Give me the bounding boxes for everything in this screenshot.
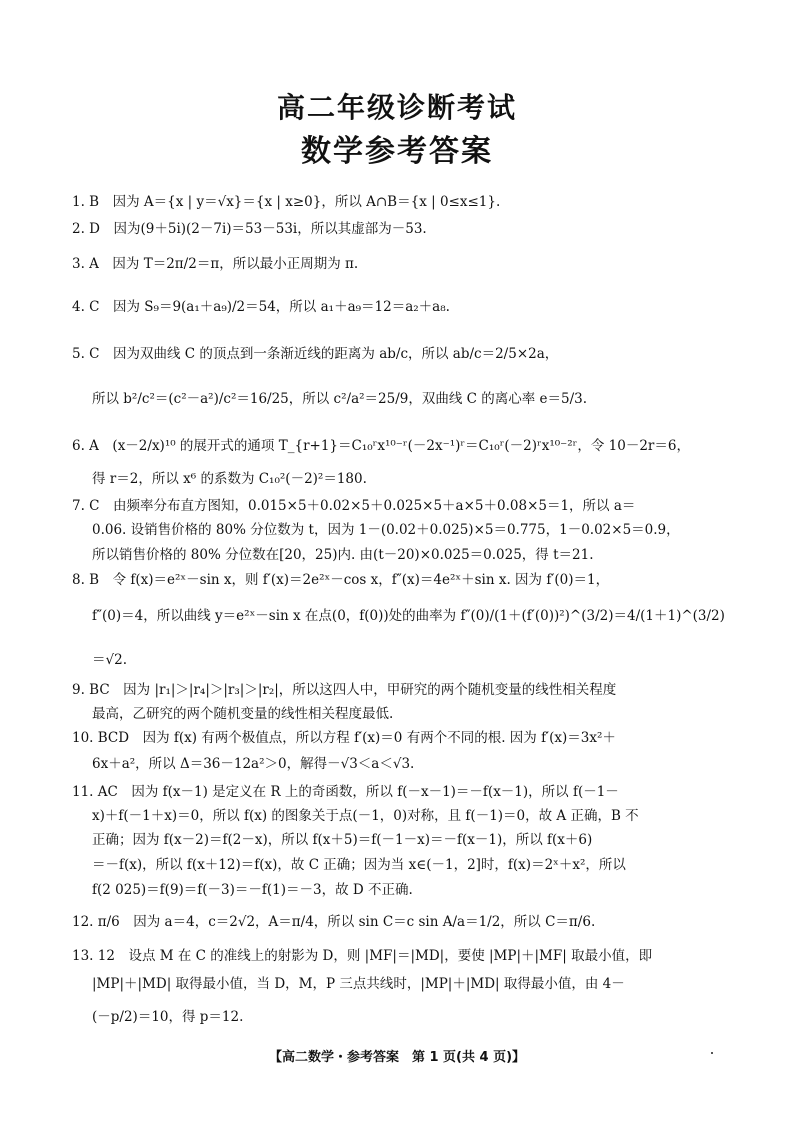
page-subtitle: 数学参考答案 bbox=[301, 134, 493, 169]
answer-line-1: 1. B 因为 A＝{x | y＝√x}＝{x | x≥0}，所以 A∩B＝{x | 0≤x≤1}. bbox=[72, 194, 501, 210]
page-title: 高二年级诊断考试 bbox=[276, 91, 517, 124]
answer-line-10b: 6x＋a²，所以 Δ＝36－12a²＞0，解得－√3＜a＜√3. bbox=[92, 756, 415, 772]
answer-line-5b: 所以 b²/c²＝(c²－a²)/c²＝16/25，所以 c²/a²＝25/9，双曲线 C 的离心率 e＝5/3. bbox=[92, 391, 588, 407]
answer-line-8b: f″(0)＝4，所以曲线 y＝e²ˣ－sin x 在点(0，f(0))处的曲率为 f″(0)/(1＋(f′(0))²)^(3/2)＝4/(1＋1)^(3/2) bbox=[92, 608, 725, 624]
answer-line-13: 13. 12 设点 M 在 C 的准线上的射影为 D，则 |MF|＝|MD|，要使 |MP|＋|MF| 取最小值，即 bbox=[72, 948, 653, 964]
answer-line-13b: |MP|＋|MD| 取得最小值，当 D，M，P 三点共线时，|MP|＋|MD| 取得最小值，由 4－ bbox=[92, 976, 625, 992]
answer-line-6: 6. A (x－2/x)¹⁰ 的展开式的通项 T_{r+1}＝C₁₀ʳx¹⁰⁻ʳ(－2x⁻¹)ʳ＝C₁₀ʳ(－2)ʳx¹⁰⁻²ʳ，令 10－2r＝6， bbox=[72, 438, 690, 454]
page-footer: 【高二数学・参考答案 第 1 页(共 4 页)】 bbox=[268, 1050, 526, 1065]
answer-line-8: 8. B 令 f(x)＝e²ˣ－sin x，则 f′(x)＝2e²ˣ－cos x，f″(x)＝4e²ˣ＋sin x. 因为 f′(0)＝1， bbox=[72, 572, 610, 588]
answer-line-10: 10. BCD 因为 f(x) 有两个极值点，所以方程 f′(x)＝0 有两个不同的根. 因为 f′(x)＝3x²＋ bbox=[72, 730, 616, 746]
answer-line-7: 7. C 由频率分布直方图知，0.015×5＋0.02×5＋0.025×5＋a×5＋0.08×5＝1，所以 a＝ bbox=[72, 498, 636, 514]
answer-line-11d: ＝－f(x)，所以 f(x＋12)＝f(x)，故 C 正确；因为当 x∈(－1，2]时，f(x)＝2ˣ＋x²，所以 bbox=[92, 857, 626, 873]
answer-line-4: 4. C 因为 S₉＝9(a₁＋a₉)/2＝54，所以 a₁＋a₉＝12＝a₂＋a₈. bbox=[72, 299, 450, 315]
answer-line-11c: 正确；因为 f(x－2)＝f(2－x)，所以 f(x＋5)＝f(－1－x)＝－f(x－1)，所以 f(x＋6) bbox=[92, 832, 593, 848]
answer-line-11e: f(2 025)＝f(9)＝f(－3)＝－f(1)＝－3，故 D 不正确. bbox=[92, 882, 413, 898]
answer-line-9: 9. BC 因为 |r₁|＞|r₄|＞|r₃|＞|r₂|，所以这四人中，甲研究的两个随机变量的线性相关程度 bbox=[72, 682, 617, 698]
answer-line-3: 3. A 因为 T＝2π/2＝π，所以最小正周期为 π. bbox=[72, 256, 359, 272]
answer-line-7c: 所以销售价格的 80% 分位数在[20，25)内. 由(t－20)×0.025＝0.025，得 t＝21. bbox=[92, 547, 594, 563]
answer-line-5: 5. C 因为双曲线 C 的顶点到一条渐近线的距离为 ab/c，所以 ab/c＝2/5×2a， bbox=[72, 346, 559, 362]
answer-line-9b: 最高，乙研究的两个随机变量的线性相关程度最低. bbox=[92, 706, 394, 722]
answer-line-6b: 得 r＝2，所以 x⁶ 的系数为 C₁₀²(－2)²＝180. bbox=[92, 471, 367, 487]
answer-line-7b: 0.06. 设销售价格的 80% 分位数为 t，因为 1－(0.02＋0.025)×5＝0.775，1－0.02×5＝0.9， bbox=[92, 522, 680, 538]
margin-dot bbox=[711, 1052, 713, 1054]
answer-line-12: 12. π/6 因为 a＝4，c＝2√2，A＝π/4，所以 sin C＝c sin A/a＝1/2，所以 C＝π/6. bbox=[72, 914, 596, 930]
answer-line-11: 11. AC 因为 f(x－1) 是定义在 R 上的奇函数，所以 f(－x－1)＝－f(x－1)，所以 f(－1－ bbox=[72, 784, 619, 800]
answer-line-11b: x)＋f(－1＋x)＝0，所以 f(x) 的图象关于点(－1，0)对称，且 f(－1)＝0，故 A 正确，B 不 bbox=[92, 808, 639, 824]
answer-line-13c: (－p/2)＝10，得 p＝12. bbox=[92, 1009, 244, 1025]
answer-line-2: 2. D 因为(9＋5i)(2－7i)＝53－53i，所以其虚部为－53. bbox=[72, 221, 427, 237]
answer-line-8c: ＝√2. bbox=[92, 652, 127, 668]
